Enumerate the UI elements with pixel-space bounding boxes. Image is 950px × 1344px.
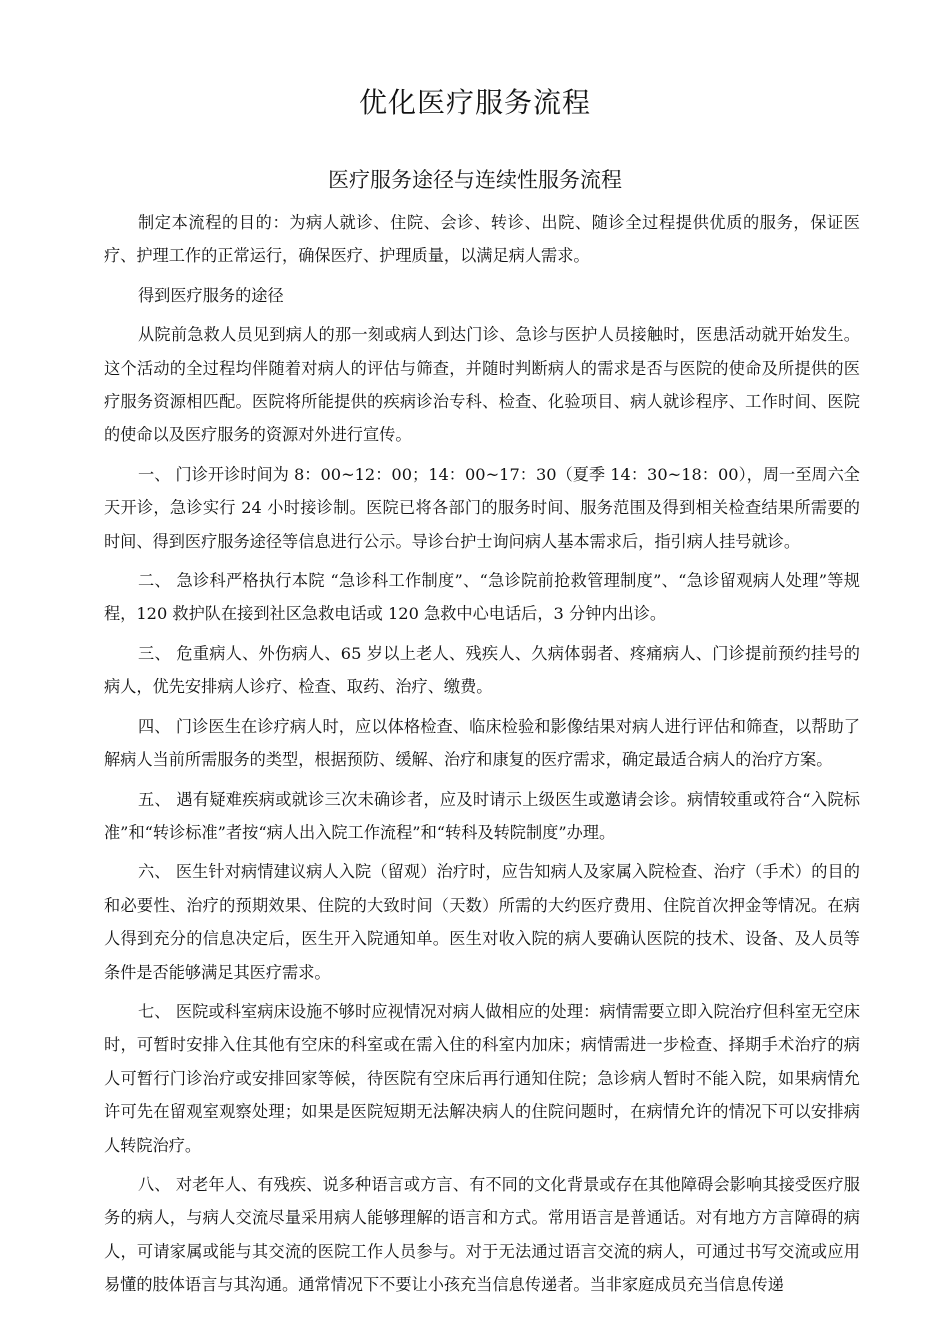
paragraph-intro: 从院前急救人员见到病人的那一刻或病人到达门诊、急诊与医护人员接触时，医患活动就开始发生。这个活动的全过程均伴随着对病人的评估与筛查，并随时判断病人的需求是否与医院的使命及所提供的医疗服务资源相匹配。医院将所能提供的疾病诊治专科、检查、化验项目、病人就诊程序、工作时间、医院的使命以及医疗服务的资源对外进行宣传。 [104, 325, 860, 445]
paragraph-item-2: 二、 急诊科严格执行本院 “急诊科工作制度”、“急诊院前抢救管理制度”、“急诊留观病人处理”等规程，120 救护队在接到社区急救电话或 120 急救中心电话后，3 分钟内出诊。 [104, 571, 860, 624]
paragraph-item-5: 五、 遇有疑难疾病或就诊三次未确诊者，应及时请示上级医生或邀请会诊。病情较重或符合“入院标准”和“转诊标准”者按“病人出入院工作流程”和“转科及转院制度”办理。 [104, 789, 860, 842]
paragraph-item-6: 六、 医生针对病情建议病人入院（留观）治疗时，应告知病人及家属入院检查、治疗（手术）的目的和必要性、治疗的预期效果、住院的大致时间（天数）所需的大约医疗费用、住院首次押金等情况。在病人得到充分的信息决定后，医生开入院通知单。医生对收入院的病人要确认医院的技术、设备、及人员等条件是否能够满足其医疗需求。 [104, 862, 860, 982]
paragraph-section-heading: 得到医疗服务的途径 [138, 285, 284, 305]
paragraph-item-8: 八、 对老年人、有残疾、说多种语言或方言、有不同的文化背景或存在其他障碍会影响其接受医疗服务的病人，与病人交流尽量采用病人能够理解的语言和方式。常用语言是普通话。对有地方方言障碍的病人，可请家属或能与其交流的医院工作人员参与。对于无法通过语言交流的病人，可通过书写交流或应用易懂的肢体语言与其沟通。通常情况下不要让小孩充当信息传递者。当非家庭成员充当信息传递 [104, 1174, 860, 1295]
paragraph-item-3: 三、 危重病人、外伤病人、65 岁以上老人、残疾人、久病体弱者、疼痛病人、门诊提前预约挂号的病人，优先安排病人诊疗、检查、取药、治疗、缴费。 [104, 643, 860, 697]
document-body [104, 206, 860, 1308]
paragraph-purpose: 制定本流程的目的：为病人就诊、住院、会诊、转诊、出院、随诊全过程提供优质的服务，保证医疗、护理工作的正常运行，确保医疗、护理质量，以满足病人需求。 [104, 213, 860, 266]
paragraph-item-1: 一、 门诊开诊时间为 8：00~12：00；14：00~17：30（夏季 14：30~18：00），周一至周六全天开诊，急诊实行 24 小时接诊制。医院已将各部门的服务时间、服务范围及得到相关检查结果所需要的时间、得到医疗服务途径等信息进行公示。导诊台护士询问病人基本需求后，指引病人挂号就诊。 [104, 464, 860, 551]
document-title: 优化医疗服务流程 [358, 86, 591, 119]
paragraph-item-4: 四、 门诊医生在诊疗病人时，应以体格检查、临床检验和影像结果对病人进行评估和筛查，以帮助了解病人当前所需服务的类型，根据预防、缓解、治疗和康复的医疗需求，确定最适合病人的治疗方案。 [104, 716, 860, 770]
paragraph-item-7: 七、 医院或科室病床设施不够时应视情况对病人做相应的处理：病情需要立即入院治疗但科室无空床时，可暂时安排入住其他有空床的科室或在需入住的科室内加床；病情需进一步检查、择期手术治疗的病人可暂行门诊治疗或安排回家等候，待医院有空床后再行通知住院；急诊病人暂时不能入院，如果病情允许可先在留观室观察处理；如果是医院短期无法解决病人的住院问题时，在病情允许的情况下可以安排病人转院治疗。 [104, 1001, 860, 1155]
document-subtitle: 医疗服务途径与连续性服务流程 [328, 168, 622, 192]
